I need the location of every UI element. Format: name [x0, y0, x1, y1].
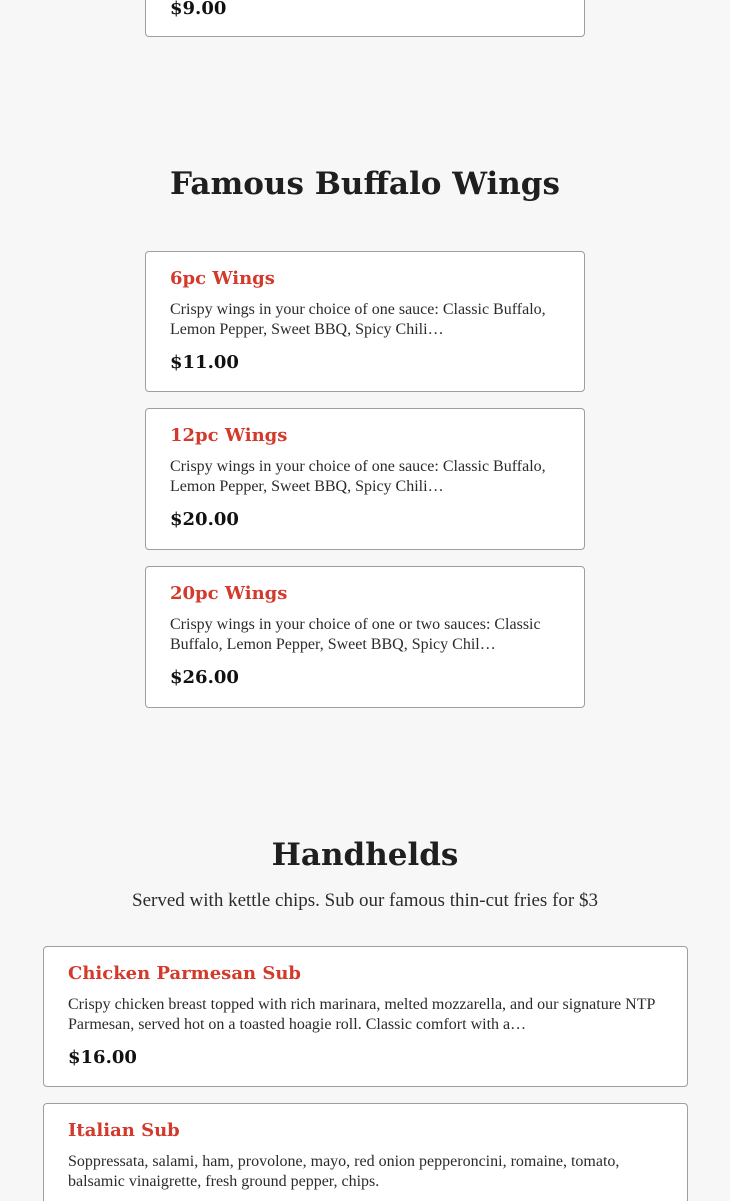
menu-item-card-partial[interactable]: [145, 0, 585, 37]
menu-item-card[interactable]: [43, 946, 688, 1087]
menu-item-card[interactable]: [145, 408, 585, 550]
section-subtitle-handhelds: Served with kettle chips. Sub our famous thin-cut fries for $3: [132, 890, 598, 911]
item-name: Italian Sub: [68, 1120, 180, 1141]
menu-item-card[interactable]: [43, 1103, 688, 1201]
menu-item-card[interactable]: [145, 566, 585, 708]
item-name: 20pc Wings: [170, 583, 288, 604]
item-price: $16.00: [68, 1047, 137, 1068]
item-name: Chicken Parmesan Sub: [68, 963, 302, 984]
item-price: $11.00: [170, 352, 239, 373]
item-description: Soppressata, salami, ham, provolone, mayo, red onion pepperoncini, romaine, tomato, balsamic vinaigrette, fresh ground pepper, chips.: [68, 1153, 620, 1190]
item-price: $20.00: [170, 509, 239, 530]
item-name: 12pc Wings: [170, 425, 288, 446]
item-price: $9.00: [170, 0, 227, 19]
item-description: Crispy chicken breast topped with rich marinara, melted mozzarella, and our signature NTP Parmesan, served hot on a toasted hoagie roll. Classic comfort with a…: [68, 996, 655, 1033]
section-title-wings: Famous Buffalo Wings: [170, 166, 560, 202]
menu-item-card[interactable]: [145, 251, 585, 392]
section-title-handhelds: Handhelds: [271, 837, 459, 873]
item-description: Crispy wings in your choice of one sauce: Classic Buffalo, Lemon Pepper, Sweet BBQ, Spicy Chili…: [170, 301, 546, 338]
item-price: $26.00: [170, 667, 239, 688]
item-description: Crispy wings in your choice of one sauce: Classic Buffalo, Lemon Pepper, Sweet BBQ, Spicy Chili…: [170, 458, 546, 495]
item-name: 6pc Wings: [170, 268, 275, 289]
item-description: Crispy wings in your choice of one or two sauces: Classic Buffalo, Lemon Pepper, Sweet BBQ, Spicy Chil…: [170, 616, 541, 653]
